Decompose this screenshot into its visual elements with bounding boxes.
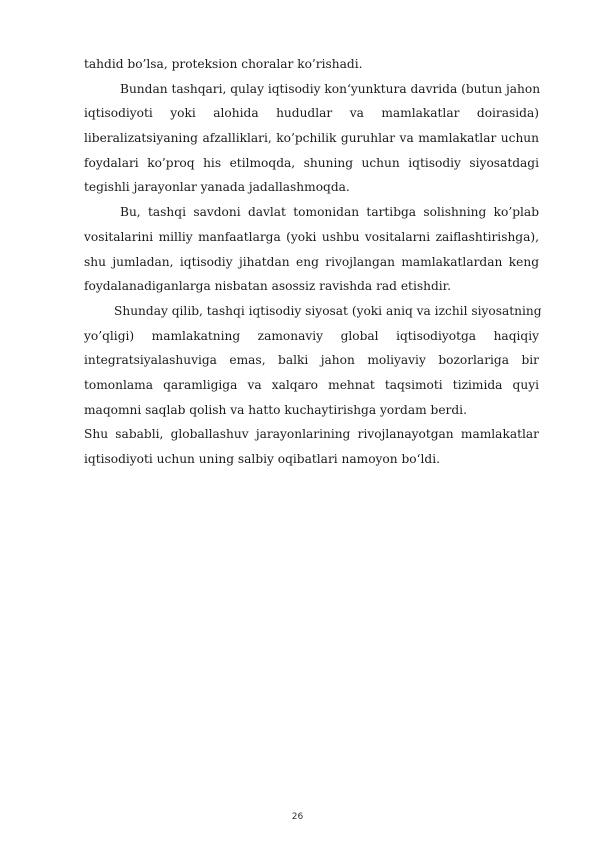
text-line: Shunday qilib, tashqi iqtisodiy siyosat (yoki aniq va izchil siyosatning <box>114 303 542 318</box>
text-line: Bu, tashqi savdoni davlat tomonidan tartibga solishning ko’plab <box>120 205 539 220</box>
text-line: tegishli jarayonlar yanada jadallashmoqda. <box>84 180 350 195</box>
text-line: foydalanadiganlarga nisbatan asossiz ravishda rad etishdir. <box>84 279 452 294</box>
text-line: iqtisodiyoti yoki alohida hududlar va mamlakatlar doirasida) <box>84 106 539 121</box>
paragraph <box>84 77 539 200</box>
document-body <box>84 52 542 472</box>
page-number: 26 <box>291 812 304 822</box>
text-line: integratsiyalashuviga emas, balki jahon moliyaviy bozorlariga bir <box>84 353 539 368</box>
text-line: shu jumladan, iqtisodiy jihatdan eng rivojlangan mamlakatlardan keng <box>84 254 539 269</box>
text-line: maqomni saqlab qolish va hatto kuchaytirishga yordam berdi. <box>84 402 467 417</box>
paragraph <box>84 299 542 422</box>
text-line: yo’qligi) mamlakatning zamonaviy global iqtisodiyotga haqiqiy <box>84 328 539 343</box>
text-line: tomonlama qaramligiga va xalqaro mehnat taqsimoti tizimida quyi <box>84 377 539 392</box>
text-line: Shu sababli, globallashuv jarayonlarining rivojlanayotgan mamlakatlar <box>84 427 539 442</box>
paragraph <box>84 422 539 471</box>
paragraph <box>84 200 539 299</box>
text-line: vositalarini milliy manfaatlarga (yoki ushbu vositalarni zaiflashtirishga), <box>84 229 539 244</box>
text-line: Bundan tashqari, qulay iqtisodiy kon‘yunktura davrida (butun jahon <box>120 81 541 96</box>
text-line: tahdid bo’lsa, proteksion choralar ko’rishadi. <box>84 57 363 71</box>
text-line: foydalari ko’proq his etilmoqda, shuning uchun iqtisodiy siyosatdagi <box>84 155 539 170</box>
paragraph <box>84 52 539 77</box>
text-line: liberalizatsiyaning afzalliklari, ko’pchilik guruhlar va mamlakatlar uchun <box>84 131 539 146</box>
text-line: iqtisodiyoti uchun uning salbiy oqibatlari namoyon bo‘ldi. <box>84 452 440 466</box>
